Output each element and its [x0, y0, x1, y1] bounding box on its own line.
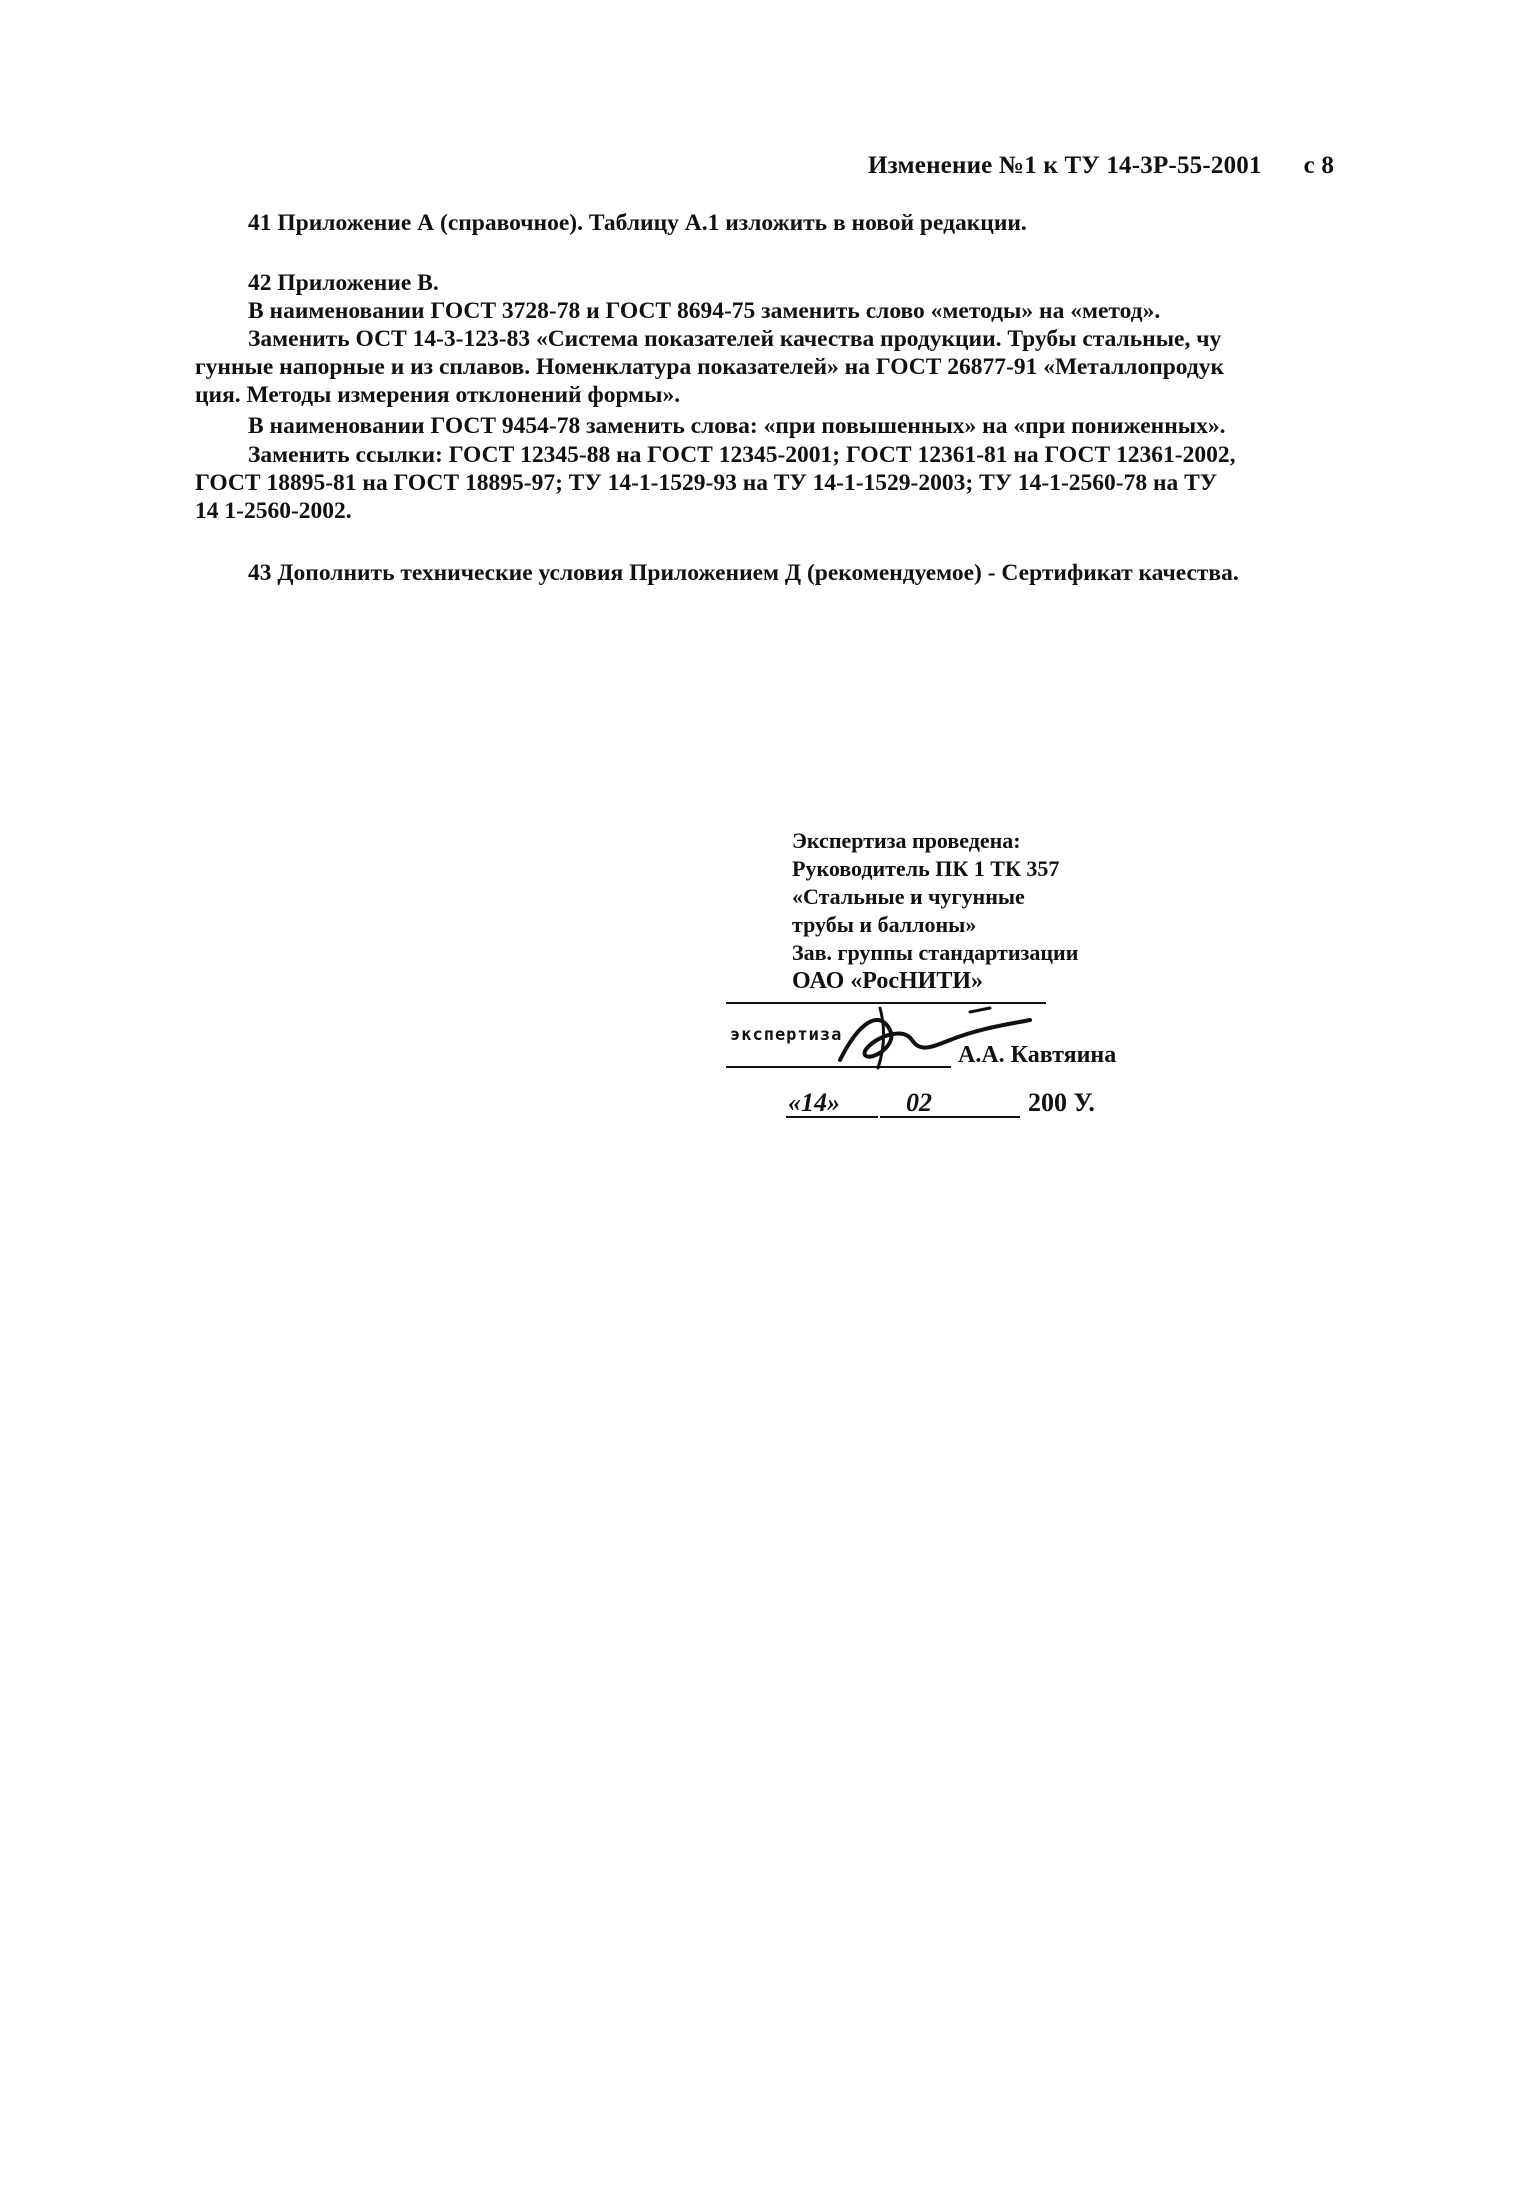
- page-header: [868, 152, 1334, 180]
- date-month: 02: [906, 1088, 932, 1117]
- item-42-line: В наименовании ГОСТ 9454-78 заменить слова: «при повышенных» на «при пониженных».: [248, 413, 1226, 439]
- page-number: с 8: [1303, 152, 1335, 179]
- item-42-line: ГОСТ 18895-81 на ГОСТ 18895-97; ТУ 14-1-1529-93 на ТУ 14-1-1529-2003; ТУ 14-1-2560-78 на ТУ: [195, 470, 1218, 496]
- signature: [820, 1000, 1040, 1080]
- item-41: 41 Приложение А (справочное). Таблицу А.1 изложить в новой редакции.: [248, 210, 1027, 236]
- stamp-line: «Стальные и чугунные: [792, 884, 1025, 909]
- date-day-line: [786, 1116, 878, 1118]
- item-42-line: Заменить ОСТ 14-3-123-83 «Система показателей качества продукции. Трубы стальные, чу: [248, 326, 1222, 352]
- date-month-line: [880, 1116, 1020, 1118]
- stamp-line: Экспертиза проведена:: [792, 828, 1021, 853]
- item-42-title: 42 Приложение В.: [248, 270, 439, 296]
- item-42-line: Заменить ссылки: ГОСТ 12345-88 на ГОСТ 12345-2001; ГОСТ 12361-81 на ГОСТ 12361-2002,: [248, 442, 1236, 468]
- item-43: 43 Дополнить технические условия Приложением Д (рекомендуемое) - Сертификат качества.: [248, 560, 1239, 586]
- stamp-line: Руководитель ПК 1 ТК 357: [792, 856, 1060, 881]
- date-year: 200 У.: [1028, 1088, 1095, 1117]
- stamp-word: экспертиза: [730, 1025, 843, 1045]
- date-day: «14»: [788, 1088, 840, 1117]
- stamp-line: Зав. группы стандартизации: [792, 940, 1079, 965]
- signatory-name: А.А. Кавтяина: [958, 1042, 1117, 1068]
- item-42-line: ция. Методы измерения отклонений формы».: [195, 382, 681, 408]
- stamp-line: ОАО «РосНИТИ»: [792, 968, 984, 994]
- item-42-line: В наименовании ГОСТ 3728-78 и ГОСТ 8694-75 заменить слово «методы» на «метод».: [248, 298, 1161, 324]
- stamp-line: трубы и баллоны»: [792, 912, 977, 937]
- signature-line: [726, 1066, 951, 1068]
- item-42-line: гунные напорные и из сплавов. Номенклатура показателей» на ГОСТ 26877-91 «Металлопродук: [195, 354, 1225, 380]
- document-title: Изменение №1 к ТУ 14-3Р-55-2001: [868, 152, 1262, 179]
- item-42-line: 14 1-2560-2002.: [195, 498, 352, 524]
